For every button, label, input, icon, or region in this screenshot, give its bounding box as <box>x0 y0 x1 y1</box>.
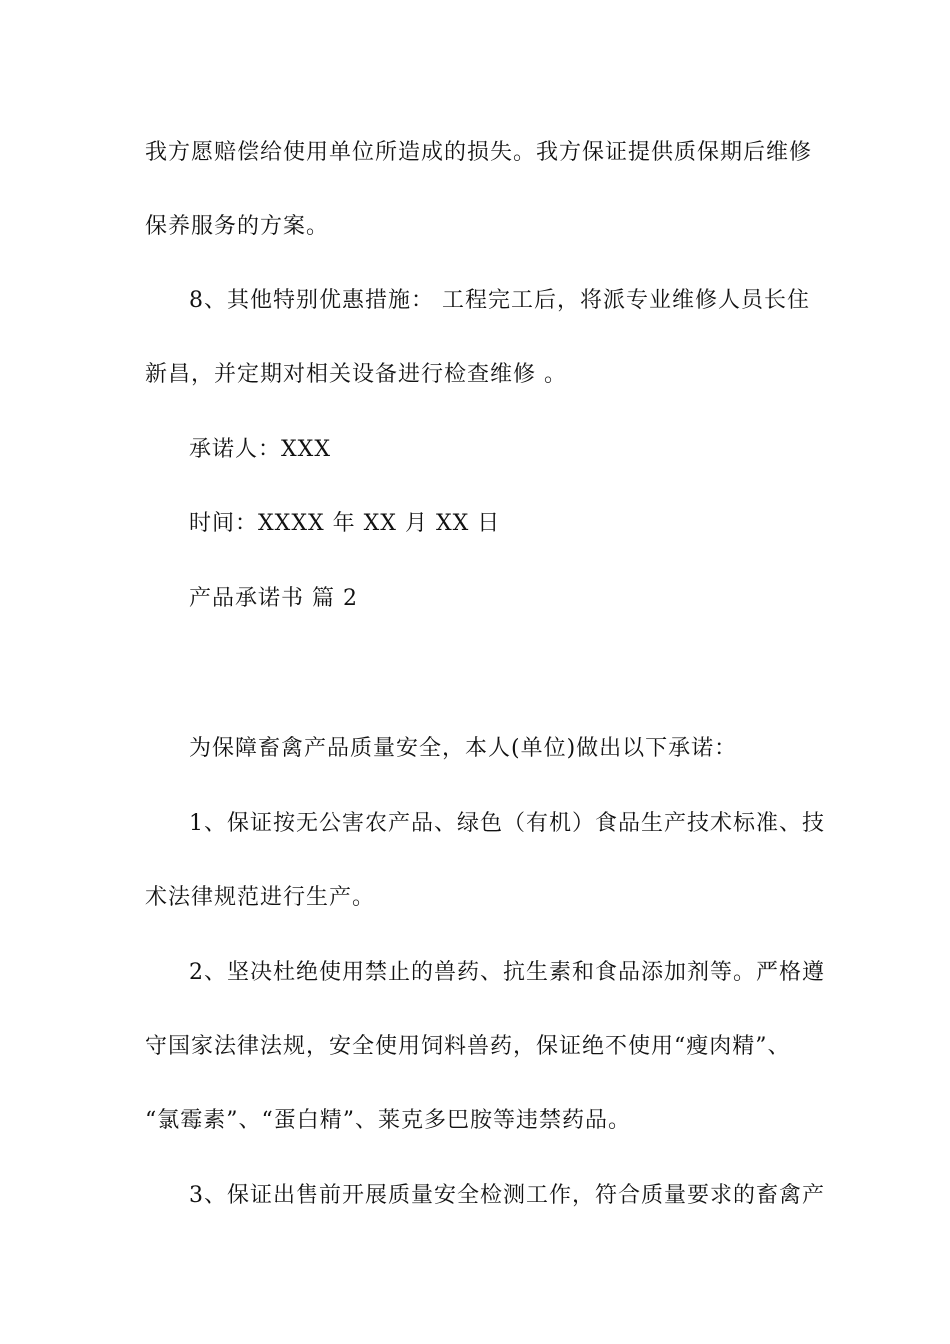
paragraph-line: 8、其他特别优惠措施： 工程完工后，将派专业维修人员长住 <box>189 288 810 313</box>
signer-line: 承诺人：XXX <box>189 437 331 462</box>
paragraph-line: 新昌，并定期对相关设备进行检查维修 。 <box>145 362 567 387</box>
paragraph-line: 为保障畜禽产品质量安全，本人(单位)做出以下承诺： <box>189 736 738 761</box>
date-line: 时间：XXXX 年 XX 月 XX 日 <box>189 511 501 536</box>
paragraph-line: 3、保证出售前开展质量安全检测工作，符合质量要求的畜禽产 <box>189 1183 825 1208</box>
paragraph-line: 守国家法律法规，安全使用饲料兽药，保证绝不使用“瘦肉精”、 <box>145 1034 791 1059</box>
paragraph-line: 我方愿赔偿给使用单位所造成的损失。我方保证提供质保期后维修 <box>145 140 813 165</box>
paragraph-line: 术法律规范进行生产。 <box>145 885 376 910</box>
paragraph-line: 2、坚决杜绝使用禁止的兽药、抗生素和食品添加剂等。严格遵 <box>189 960 825 985</box>
paragraph-line: 1、保证按无公害农产品、绿色（有机）食品生产技术标准、技 <box>189 811 825 836</box>
paragraph-line: “氯霉素”、“蛋白精”、莱克多巴胺等违禁药品。 <box>145 1108 631 1133</box>
paragraph-line: 保养服务的方案。 <box>145 214 330 239</box>
section-title: 产品承诺书 篇 2 <box>189 586 358 611</box>
